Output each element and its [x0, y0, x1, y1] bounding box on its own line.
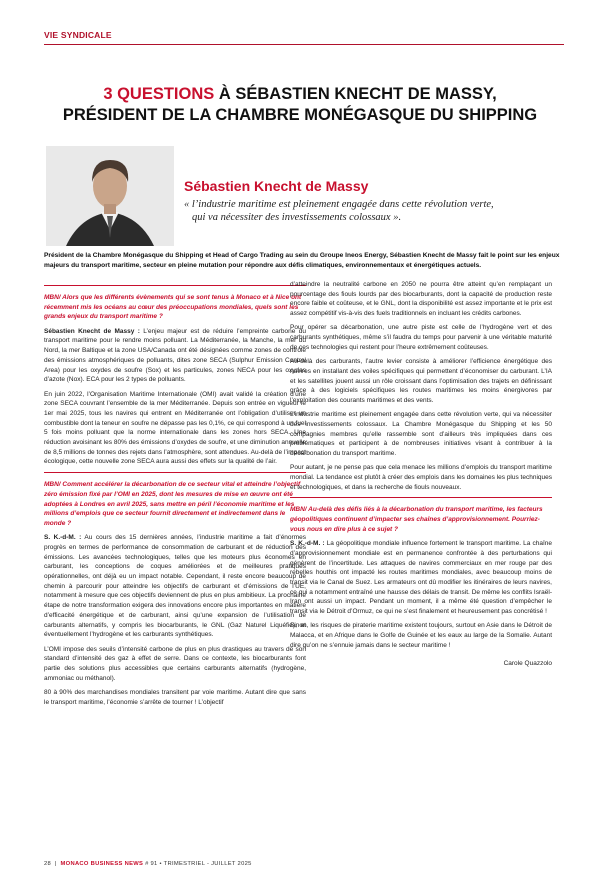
portrait-photo: [46, 146, 174, 246]
answer-text: L’enjeu majeur est de réduire l’empreinte carbone du transport maritime pour le rendre moins polluant. La Méditerranée, la Manche, la mer du Nord, la mer Baltique et la zone USA/Canada ont été désignées comme zones de contrôle des émissions atmosphériques de polluants, dites zone SECA (Sulphur Emission Control Area) pour les oxydes de soufre (Sox) et les particules, zones NECA pour les oxydes d’azote (Nox). ECA pour les 2 types de polluants.: [44, 327, 306, 384]
question-1: MBN/ Alors que les différents évènements qui se sont tenus à Monaco et à Nice ont récemment mis les océans au cœur des préoccupations mondiales, quels sont les grands enjeux du transport maritime ?: [44, 294, 302, 321]
question-3: MBN/ Au-delà des défis liés à la décarbonation du transport maritime, les facteurs géopolitiques continuent d’impacter ses chaînes d’approvisionnement. Pourriez-vous nous en dire plus à ce sujet ?: [290, 506, 543, 533]
page-number: 28: [44, 861, 52, 867]
page-footer: 28 | MONACO BUSINESS NEWS # 91 • TRIMESTRIEL - JUILLET 2025: [44, 861, 252, 867]
answer-3-p1: [290, 539, 552, 617]
top-rule: [44, 44, 564, 45]
answer-2-p5: Pour opérer sa décarbonation, une autre piste est celle de l’hydrogène vert et des carburants synthétiques, même s’il faudra du temps pour parvenir à une véritable maturité de ces technologies qui restent pour l’heure extrêmement coûteuses.: [290, 324, 552, 351]
issue-info: # 91 • TRIMESTRIEL - JUILLET 2025: [145, 861, 252, 867]
section-label: VIE SYNDICALE: [44, 30, 112, 40]
answer-lead: S. K.-d-M. :: [44, 534, 82, 542]
question-divider: [44, 285, 306, 286]
question-divider: [44, 472, 306, 473]
right-column: [290, 280, 552, 674]
answer-lead: Sébastien Knecht de Massy :: [44, 327, 140, 335]
quote-line-2: qui va nécessiter des investissements colossaux ».: [192, 212, 402, 223]
answer-1-p1: [44, 327, 306, 385]
intro-paragraph: Président de la Chambre Monégasque du Shipping et Head of Cargo Trading au sein du Groupe Ineos Energy, Sébastien Knecht de Massy fait le point sur les enjeux majeurs du transport maritime, secteur en pleine mutation pour répondre aux défis climatiques, environnementaux et énergétiques actuels.: [44, 252, 560, 269]
answer-2-p7: L’industrie maritime est pleinement engagée dans cette révolution verte, qui va nécessiter des investissements colossaux. La Chambre Monégasque du Shipping et les 50 compagnies membres qu’elle rassemble sont d’ailleurs très impliquées dans ces problématiques et participent à de nombreuses initiatives visant à contribuer à la décarbonation du transport maritime.: [290, 411, 552, 458]
answer-2-p1: [44, 533, 306, 640]
question-2: MBN/ Comment accélérer la décarbonation de ce secteur vital et atteindre l’objectif zéro émission fixé par l’OMI en 2025, dont les mesures de mise en œuvre ont été adoptées à Londres en avril 2025, sans mettre en péril l’économie maritime et les millions d’emplois que ce secteur fournit directement et indirectement dans le monde ?: [44, 481, 301, 527]
quote-line-1: « l’industrie maritime est pleinement engagée dans cette révolution verte,: [184, 199, 494, 210]
pull-quote: [184, 198, 564, 224]
answer-2-p3: 80 à 90% des marchandises mondiales transitent par voie maritime. Autant dire que sans le transport maritime, l’économie s’arrête de tourner ! L’objectif: [44, 688, 306, 706]
question-divider: [290, 497, 552, 498]
answer-text: Au cours des 15 dernières années, l’industrie maritime a fait d’énormes progrès en termes de performance de consommation de carburant et de réduction des émissions. Les avancées technologiques, telles que les moteurs plus économes en carburant, les conceptions de coques améliorées et de meilleures pratiques opérationnelles, ont déjà eu un impact notable. Cependant, il reste encore beaucoup de chemin à parcourir pour atteindre les objectifs de carburant et d’émissions de l’UE, notamment à mesure que ces objectifs deviennent de plus en plus ambitieux. La prochaine étape de notre transformation exigera des innovations encore plus importantes en matière d’efficacité énergétique et de carburant, ainsi qu’une expansion de l’utilisation de carburants alternatifs, y compris les biocarburants, le GNL (Gaz Naturel Liquéfié), et éventuellement l’hydrogène et les carburants synthétiques.: [44, 534, 306, 639]
answer-2-p6: Au-delà des carburants, l’autre levier consiste à améliorer l’efficience énergétique des navires en installant des voiles spécifiques qui permettent d’économiser du carburant. L’IA et les satellites jouent aussi un rôle croissant dans l’optimisation des trajets en définissant grâce à des logiciels spécifiques les routes maritimes les moins énergivores par l’exploitation des courants maritimes et des vents.: [290, 358, 552, 404]
answer-2-p8: Pour autant, je ne pense pas que cela menace les millions d’emplois du transport maritime mondial. La tendance est plutôt à créer des emplois dans les domaines les plus techniques et technologiques, et dans la recherche de fiouls nouveaux.: [290, 464, 552, 491]
answer-text: La géopolitique mondiale influence fortement le transport maritime. La chaîne d’approvisionnement mondiale est en permanence confrontée à des perturbations qui génèrent de l’incertitude. Les attaques de navires commerciaux en mer rouge par des rebelles houthis ont impacté les routes maritimes mondiales, avec beaucoup moins de transit via le Canal de Suez. Les armateurs ont dû modifier les itinéraires de leurs navires, ce qui a notamment entraîné une hausse des délais de transit. De même les conflits Israël-Iran ont aussi un impact. Pendant un moment, il a même été question d’empêcher le transit via le Détroit d’Ormuz, ce qui ne s’est finalement et heureusement pas concrétisé !: [290, 540, 552, 616]
answer-lead: S. K.-d-M. :: [290, 540, 325, 548]
page-title: [0, 84, 600, 126]
title-line1: À SÉBASTIEN KNECHT DE MASSY,: [214, 85, 497, 103]
answer-2-p2: L’OMI impose des seuils d’intensité carbone de plus en plus drastiques au travers de son standard d’intensité des gaz à effet de serre. Dans ce contexte, les biocarburants font partie des solutions plus accessibles que certains carburants alternatifs (hydrogène, ammoniac ou méthanol).: [44, 645, 306, 682]
title-line2: PRÉSIDENT DE LA CHAMBRE MONÉGASQUE DU SHIPPING: [62, 106, 538, 124]
answer-2-p4: d’atteindre la neutralité carbone en 2050 ne pourra être atteint qu’en remplaçant un pourcentage des fiouls lourds par des biocarburants, dont la capacité de production reste encore faible et coûteuse, et le GNL, dont la disponibilité est assez importante et le prix est assez compétitif vis-à-vis des fuels traditionnels en incluant les crédits carbones.: [290, 281, 552, 318]
author-signature: Carole Quazzolo: [503, 660, 552, 668]
answer-1-p2: En juin 2022, l’Organisation Maritime Internationale (OMI) avait validé la création d’une zone SECA couvrant l’ensemble de la mer Méditerranée. Depuis son entrée en vigueur le 1er mai 2025, tous les navires qui entrent en Méditerranée ont l’obligation d’utiliser un combustible dont la teneur en soufre ne dépasse pas les 0,1%, ce qui correspond à un fuel 5 fois moins polluant que la norme internationale dans les zones hors SECA. Une réduction avoisinant les 80% des émissions d’oxydes de soufre, et une diminution annuelle de 8,5 millions de tonnes des rejets dans l’atmosphère, sont attendues. Au-delà de l’impact écologique, cette nouvelle zone SECA aura aussi des effets sur la qualité de l’air.: [44, 390, 306, 466]
speaker-name: Sébastien Knecht de Massy: [184, 178, 369, 194]
answer-3-p2: Sinon, les risques de piraterie maritime existent toujours, surtout en Asie dans le Détroit de Malacca, et en Afrique dans le Golfe de Guinée et les eaux au large de la Somalie. Autant dire qu’on ne s’ennuie jamais dans le secteur maritime !: [290, 622, 552, 649]
publication-name: MONACO BUSINESS NEWS: [60, 861, 144, 867]
left-column: [44, 280, 306, 712]
title-accent: 3 QUESTIONS: [103, 85, 215, 103]
